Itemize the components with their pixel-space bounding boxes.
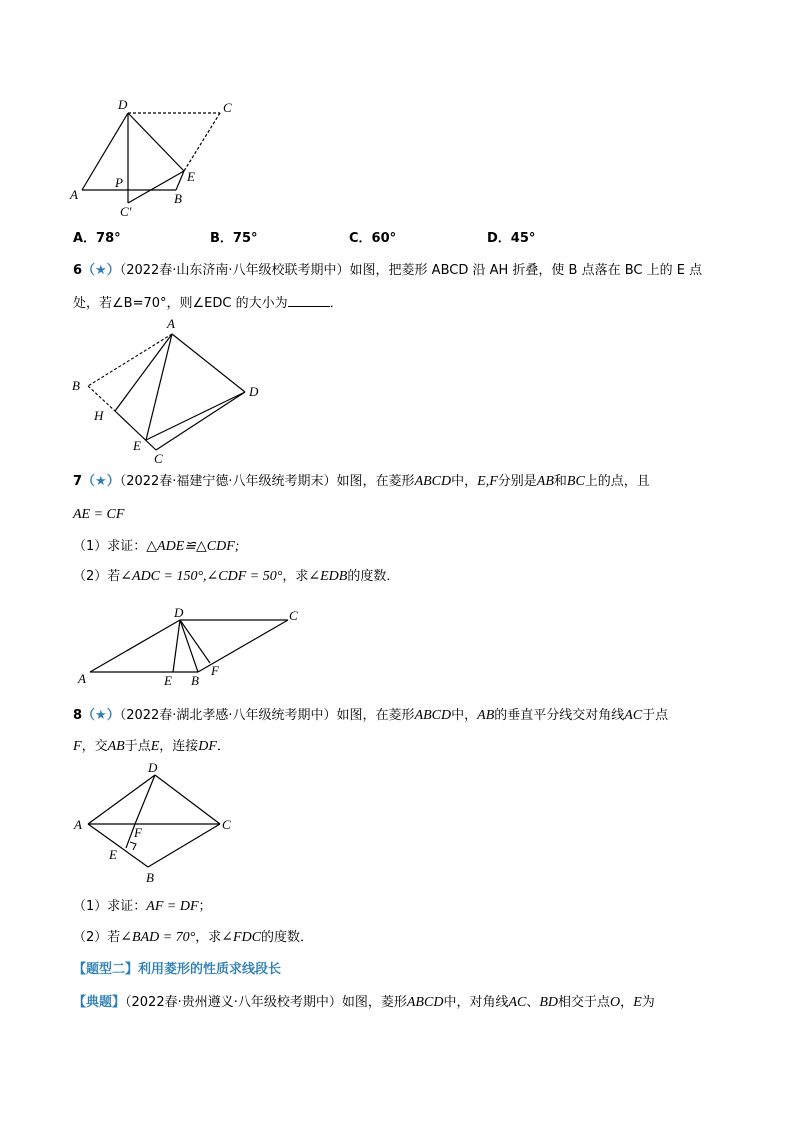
math-bad: ∠BAD = 70° bbox=[120, 930, 196, 945]
q8-text: 于点 bbox=[124, 739, 151, 754]
label-F: F bbox=[134, 825, 142, 840]
q7-text: 和 bbox=[553, 474, 567, 489]
q6-number: 6 bbox=[73, 263, 83, 278]
q8-line1 bbox=[73, 707, 668, 725]
math-af-df: AF = DF bbox=[146, 899, 199, 914]
q7-part1 bbox=[73, 538, 239, 556]
label-C: C bbox=[154, 451, 163, 466]
q8-part2-label: （2）若 bbox=[73, 930, 121, 945]
option-b: B．75° bbox=[210, 231, 258, 246]
figure-q8-rhombus bbox=[60, 755, 260, 890]
figure-q7-rhombus bbox=[70, 600, 330, 690]
star-icon: （★） bbox=[82, 474, 120, 489]
example-text: 相交于点 bbox=[558, 995, 611, 1010]
math-f: F bbox=[73, 739, 82, 754]
label-B: B bbox=[146, 870, 154, 885]
q6-line1 bbox=[73, 262, 702, 280]
q8-number: 8 bbox=[73, 708, 83, 723]
q8-part1 bbox=[73, 898, 212, 916]
math-ab: AB bbox=[477, 708, 495, 723]
label-B: B bbox=[72, 378, 80, 393]
label-D: D bbox=[148, 760, 158, 775]
q8-text: 的度数． bbox=[261, 930, 314, 945]
label-E: E bbox=[187, 169, 195, 184]
label-A: A bbox=[167, 316, 175, 331]
label-B: B bbox=[174, 191, 182, 206]
label-A: A bbox=[74, 817, 82, 832]
math-ef: E,F bbox=[477, 474, 498, 489]
example-tag: 【典题】 bbox=[73, 995, 126, 1010]
q8-text: 的垂直平分线交对角线 bbox=[494, 708, 625, 723]
star-icon: （★） bbox=[82, 263, 120, 278]
label-A: A bbox=[78, 671, 86, 686]
q8-text: ． bbox=[216, 739, 230, 754]
math-ac: AC bbox=[508, 995, 527, 1010]
label-C-prime: C′ bbox=[120, 204, 132, 219]
math-abcd: ABCD bbox=[406, 995, 444, 1010]
math-bd: BD bbox=[539, 995, 559, 1010]
math-ab: AB bbox=[536, 474, 554, 489]
label-C: C bbox=[223, 100, 232, 115]
math-df: DF bbox=[198, 739, 217, 754]
math-fdc: ∠FDC bbox=[221, 930, 262, 945]
label-C: C bbox=[222, 817, 231, 832]
label-E: E bbox=[164, 673, 172, 688]
figure-fold-parallelogram bbox=[60, 95, 260, 225]
label-D: D bbox=[174, 605, 184, 620]
label-D: D bbox=[249, 384, 259, 399]
q8-text: ，交 bbox=[81, 739, 108, 754]
section-heading: 【题型二】利用菱形的性质求线段长 bbox=[73, 962, 282, 977]
q7-text: ，求 bbox=[282, 569, 309, 584]
q7-text: （2022春·福建宁德·八年级统考期末）如图，在菱形 bbox=[119, 474, 415, 489]
math-angles: ∠ADC = 150°,∠CDF = 50° bbox=[120, 569, 283, 584]
q8-text: ，求 bbox=[195, 930, 222, 945]
math-edb: ∠EDB bbox=[308, 569, 348, 584]
label-P: P bbox=[115, 175, 123, 190]
q8-part1-label: （1）求证： bbox=[73, 899, 147, 914]
q7-part2-label: （2）若 bbox=[73, 569, 121, 584]
q8-text: ； bbox=[198, 899, 212, 914]
q8-text: （2022春·湖北孝感·八年级统考期中）如图，在菱形 bbox=[119, 708, 415, 723]
math-ab: AB bbox=[107, 739, 125, 754]
q7-line2: AE = CF bbox=[73, 507, 125, 522]
option-d: D．45° bbox=[487, 231, 536, 246]
label-F: F bbox=[211, 663, 219, 678]
label-E: E bbox=[109, 847, 117, 862]
q7-text: 中， bbox=[451, 474, 478, 489]
example-text: 中，对角线 bbox=[443, 995, 509, 1010]
q7-part2 bbox=[73, 568, 399, 586]
label-C: C bbox=[289, 608, 298, 623]
option-a: A．78° bbox=[73, 231, 121, 246]
q6-text-2: 处，若∠B=70°，则∠EDC 的大小为 bbox=[73, 296, 288, 311]
example-text: ， bbox=[620, 995, 634, 1010]
star-icon: （★） bbox=[82, 708, 120, 723]
label-D: D bbox=[118, 97, 128, 112]
example-text: 为 bbox=[641, 995, 655, 1010]
q6-text-3: ． bbox=[329, 296, 343, 311]
q7-number: 7 bbox=[73, 474, 83, 489]
label-H: H bbox=[94, 408, 104, 423]
q7-text: 上的点，且 bbox=[584, 474, 650, 489]
math-ac: AC bbox=[624, 708, 643, 723]
example-text: 、 bbox=[526, 995, 540, 1010]
q8-part2 bbox=[73, 929, 313, 947]
q6-line2 bbox=[73, 294, 343, 313]
q7-text: 的度数． bbox=[347, 569, 400, 584]
label-A: A bbox=[70, 187, 78, 202]
math-abcd: ABCD bbox=[414, 474, 452, 489]
math-e: E bbox=[633, 995, 642, 1010]
q8-text: ，连接 bbox=[159, 739, 199, 754]
q8-text: 于点 bbox=[642, 708, 669, 723]
math-bc: BC bbox=[566, 474, 585, 489]
figure-q6-rhombus bbox=[60, 312, 280, 472]
math-abcd: ABCD bbox=[414, 708, 452, 723]
q7-text: 分别是 bbox=[497, 474, 537, 489]
option-c: C．60° bbox=[349, 231, 397, 246]
q7-line1 bbox=[73, 473, 650, 491]
label-E: E bbox=[133, 438, 141, 453]
math-o: O bbox=[610, 995, 621, 1010]
q6-text-1: （2022春·山东济南·八年级校联考期中）如图，把菱形 ABCD 沿 AH 折叠，使 B 点落在 BC 上的 E 点 bbox=[119, 263, 703, 278]
label-B: B bbox=[191, 673, 199, 688]
math-e: E bbox=[150, 739, 160, 754]
q7-part1-label: （1）求证： bbox=[73, 539, 147, 554]
example-line bbox=[73, 994, 655, 1012]
math-congruence: △ADE≌△CDF; bbox=[146, 539, 240, 554]
answer-blank bbox=[288, 294, 330, 307]
q8-text: 中， bbox=[451, 708, 478, 723]
example-text: （2022春·贵州遵义·八年级校考期中）如图，菱形 bbox=[125, 995, 407, 1010]
q8-line2 bbox=[73, 738, 230, 756]
q5-options bbox=[73, 230, 673, 248]
